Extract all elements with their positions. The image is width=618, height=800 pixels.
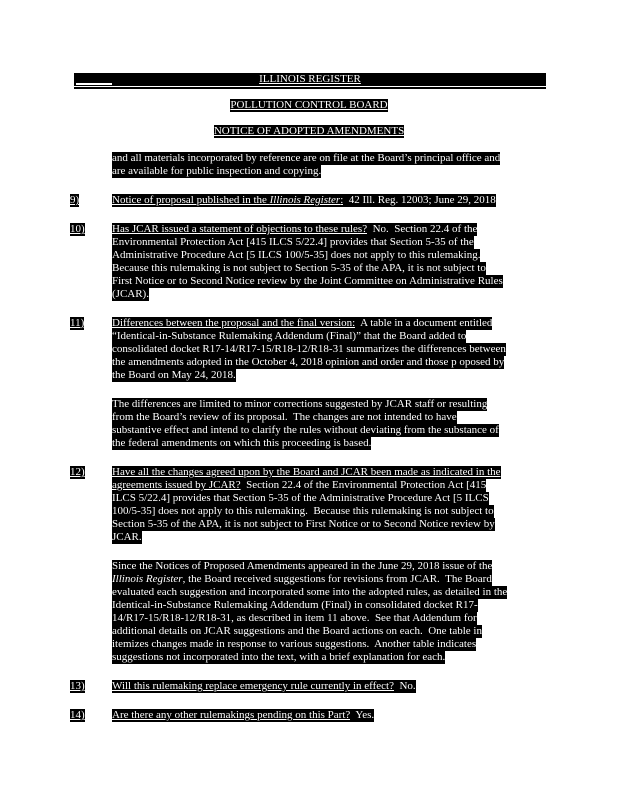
text-line	[112, 194, 496, 207]
numbered-item	[70, 223, 618, 301]
item-number: 13)	[70, 680, 85, 692]
text-run: Has JCAR issued a statement of objections to these rules?	[112, 223, 368, 235]
text-run: substantive effect and intend to clarify the rules without deviating from the substance of	[112, 424, 499, 436]
text-run: Are there any other rulemakings pending on this Part?	[112, 709, 351, 721]
numbered-item	[70, 194, 618, 207]
content-blocks	[0, 194, 618, 722]
text-run: Yes.	[350, 709, 375, 721]
text-run: and all materials incorporated by reference are on file at the Board’s principal office and	[112, 152, 501, 164]
text-line	[112, 330, 506, 343]
notice-heading-row	[0, 125, 618, 138]
text-line	[112, 152, 618, 165]
item-number-column	[70, 466, 112, 544]
numbered-item	[70, 709, 618, 722]
text-run: the federal amendments on which this proceeding is based.	[112, 437, 372, 449]
text-run: the amendments adopted in the October 4, 2018 opinion and order and those p oposed by	[112, 356, 505, 368]
text-line	[112, 424, 499, 437]
item-number: 9)	[70, 194, 80, 206]
item-number-column	[70, 317, 112, 382]
text-line	[112, 709, 374, 722]
text-run: 42 Ill. Reg. 12003; June 29, 2018	[343, 194, 496, 206]
paragraph-block	[70, 560, 618, 664]
text-run: Illinois Register	[112, 573, 183, 585]
paragraph-block	[70, 398, 618, 450]
item-number-column	[70, 709, 112, 722]
text-run: The differences are limited to minor corrections suggested by JCAR staff or resulting	[112, 398, 488, 410]
text-line	[112, 223, 503, 236]
text-line	[112, 369, 506, 382]
numbered-item	[70, 466, 618, 544]
text-line	[112, 599, 507, 612]
board-heading: POLLUTION CONTROL BOARD	[230, 99, 388, 111]
text-line	[112, 165, 618, 178]
text-run: A table in a document entitled	[355, 317, 493, 329]
text-line	[112, 479, 501, 492]
text-line	[112, 518, 501, 531]
text-line	[112, 638, 507, 651]
text-run: Administrative Procedure Act [5 ILCS 100/5-35] does not apply to this rulemaking.	[112, 249, 481, 261]
header-rule	[74, 87, 546, 89]
text-run: “Identical-in-Substance Rulemaking Addendum (Final)” that the Board added to	[112, 330, 467, 342]
text-run: JCAR.	[112, 531, 142, 543]
text-line	[112, 466, 501, 479]
text-run: agreements issued by JCAR?	[112, 479, 241, 491]
board-heading-row	[0, 99, 618, 112]
text-run: Will this rulemaking replace emergency rule currently in effect?	[112, 680, 394, 692]
item-number: 10)	[70, 223, 85, 235]
text-line	[112, 275, 503, 288]
text-run: Because this rulemaking is not subject to Section 5-35 of the APA, it is not subject to	[112, 262, 486, 274]
text-run: Since the Notices of Proposed Amendments appeared in the June 29, 2018 issue of the	[112, 560, 493, 572]
item-number-column	[70, 194, 112, 207]
text-run: evaluated each suggestion and incorporated some into the adopted rules, as detailed in the	[112, 586, 508, 598]
text-run: consolidated docket R17-14/R17-15/R18-12/R18-31 summarizes the differences between	[112, 343, 506, 355]
text-run: 100/5-35] does not apply to this rulemaking. Because this rulemaking is not subject to	[112, 505, 494, 517]
item-number-column	[70, 223, 112, 301]
text-run: the Board on May 24, 2018.	[112, 369, 236, 381]
item-text	[112, 317, 506, 382]
text-line	[112, 343, 506, 356]
numbered-item	[70, 680, 618, 693]
text-run: No.	[393, 680, 416, 692]
text-line	[112, 249, 503, 262]
item-number: 14)	[70, 709, 85, 721]
text-line	[112, 398, 499, 411]
item-number-column	[70, 680, 112, 693]
text-line	[112, 625, 507, 638]
text-run: additional details on JCAR suggestions and the Board actions on each. One table in	[112, 625, 482, 637]
text-line	[112, 437, 499, 450]
text-run: Differences between the proposal and the final version:	[112, 317, 356, 329]
text-line	[112, 573, 507, 586]
item-text	[112, 194, 496, 207]
text-run: Identical-in-Substance Rulemaking Addendum (Final) in consolidated docket R17-	[112, 599, 478, 611]
text-line	[112, 492, 501, 505]
text-run: Notice of proposal published in the	[112, 194, 270, 206]
text-line	[112, 262, 503, 275]
text-line	[112, 531, 501, 544]
text-line	[112, 612, 507, 625]
text-run: Section 22.4 of the Environmental Protection Act [415	[240, 479, 487, 491]
text-run: (JCAR).	[112, 288, 149, 300]
text-run: itemizes changes made in response to various suggestions. Another table indicates	[112, 638, 477, 650]
text-line	[112, 356, 506, 369]
text-line	[112, 505, 501, 518]
register-header-bar	[74, 73, 546, 86]
item-number: 11)	[70, 317, 85, 329]
text-run: Illinois Register	[269, 194, 341, 206]
item-number-column	[70, 398, 112, 450]
text-line	[112, 651, 507, 664]
text-run: No. Section 22.4 of the	[367, 223, 478, 235]
text-run: Section 5-35 of the APA, it is not subject to First Notice or to Second Notice review by	[112, 518, 495, 530]
text-line	[112, 411, 499, 424]
text-run: :	[340, 194, 344, 206]
text-line	[112, 586, 507, 599]
text-run: suggestions not incorporated into the text, with a brief explanation for each.	[112, 651, 446, 663]
text-line	[112, 288, 503, 301]
item-text	[112, 466, 501, 544]
text-run: First Notice or to Second Notice review by the Joint Committee on Administrative Rules	[112, 275, 503, 287]
item-text	[112, 560, 507, 664]
item-number: 12)	[70, 466, 85, 478]
intro-paragraph	[112, 152, 618, 178]
text-line	[112, 560, 507, 573]
text-line	[112, 680, 416, 693]
text-run: Have all the changes agreed upon by the Board and JCAR been made as indicated in the	[112, 466, 501, 478]
register-title: ILLINOIS REGISTER	[259, 73, 361, 85]
item-text	[112, 398, 499, 450]
text-run: ILCS 5/22.4] provides that Section 5-35 of the Administrative Procedure Act [5 ILCS	[112, 492, 489, 504]
item-number-column	[70, 560, 112, 664]
text-run: are available for public inspection and copying.	[112, 165, 322, 177]
item-text	[112, 709, 374, 722]
numbered-item	[70, 317, 618, 382]
notice-heading: NOTICE OF ADOPTED AMENDMENTS	[213, 125, 405, 137]
text-line	[112, 317, 506, 330]
item-text	[112, 680, 416, 693]
text-run: 14/R17-15/R18-12/R18-31, as described in item 11 above. See that Addendum for	[112, 612, 477, 624]
text-run: Environmental Protection Act [415 ILCS 5/22.4] provides that Section 5-35 of the	[112, 236, 474, 248]
text-line	[112, 236, 503, 249]
text-run: , the Board received suggestions for revisions from JCAR. The Board	[182, 573, 492, 585]
text-run: from the Board’s review of its proposal. The changes are not intended to have	[112, 411, 457, 423]
item-text	[112, 223, 503, 301]
